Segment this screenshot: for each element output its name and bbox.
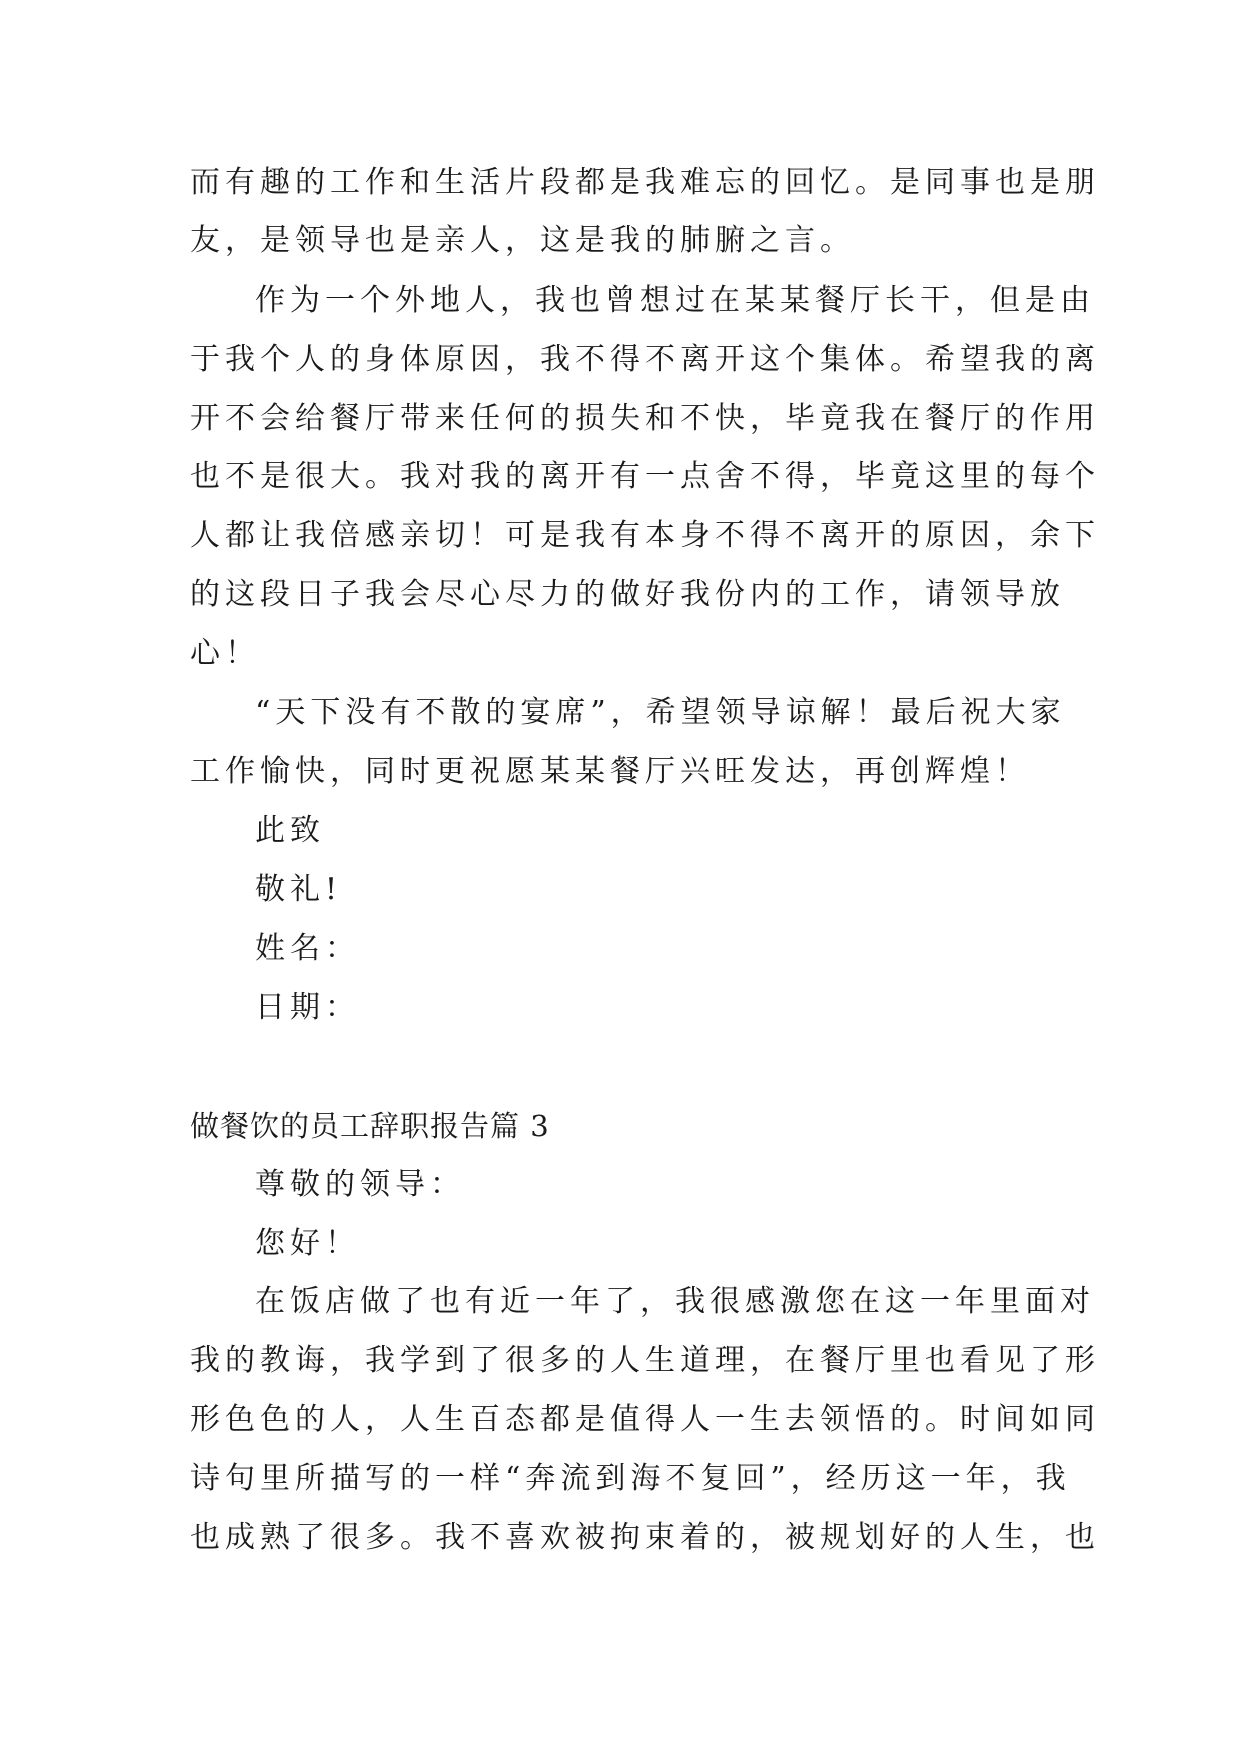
greeting-line: 您好！	[255, 1226, 360, 1261]
salutation-line: 尊敬的领导：	[255, 1167, 465, 1202]
paragraph-line: 在饭店做了也有近一年了，我很感激您在这一年里面对	[255, 1284, 1095, 1319]
closing-line: 此致	[255, 813, 325, 848]
paragraph-line: 于我个人的身体原因，我不得不离开这个集体。希望我的离	[190, 342, 1100, 377]
paragraph-line: 人都让我倍感亲切！可是我有本身不得不离开的原因，余下	[190, 518, 1100, 553]
signature-name-line: 姓名：	[255, 931, 360, 966]
paragraph-line: 工作愉快，同时更祝愿某某餐厅兴旺发达，再创辉煌！	[190, 754, 1030, 789]
paragraph-line: 也成熟了很多。我不喜欢被拘束着的，被规划好的人生，也	[190, 1520, 1100, 1555]
section-title: 做餐饮的员工辞职报告篇 3	[190, 1109, 550, 1143]
paragraph-line: “天下没有不散的宴席”，希望领导谅解！最后祝大家	[255, 695, 1066, 730]
paragraph-line: 作为一个外地人，我也曾想过在某某餐厅长干，但是由	[255, 283, 1095, 318]
paragraph-line: 形色色的人，人生百态都是值得人一生去领悟的。时间如同	[190, 1402, 1100, 1437]
paragraph-line: 友，是领导也是亲人，这是我的肺腑之言。	[190, 223, 855, 258]
paragraph-line: 心！	[190, 636, 260, 671]
paragraph-line: 的这段日子我会尽心尽力的做好我份内的工作，请领导放	[190, 577, 1065, 612]
paragraph-line: 而有趣的工作和生活片段都是我难忘的回忆。是同事也是朋	[190, 165, 1100, 200]
paragraph-line: 诗句里所描写的一样“奔流到海不复回”，经历这一年，我	[190, 1461, 1071, 1496]
paragraph-line: 也不是很大。我对我的离开有一点舍不得，毕竟这里的每个	[190, 459, 1100, 494]
signature-date-line: 日期：	[255, 990, 360, 1025]
paragraph-line: 开不会给餐厅带来任何的损失和不快，毕竟我在餐厅的作用	[190, 401, 1100, 436]
closing-line: 敬礼!	[255, 872, 343, 907]
paragraph-line: 我的教诲，我学到了很多的人生道理，在餐厅里也看见了形	[190, 1343, 1100, 1378]
